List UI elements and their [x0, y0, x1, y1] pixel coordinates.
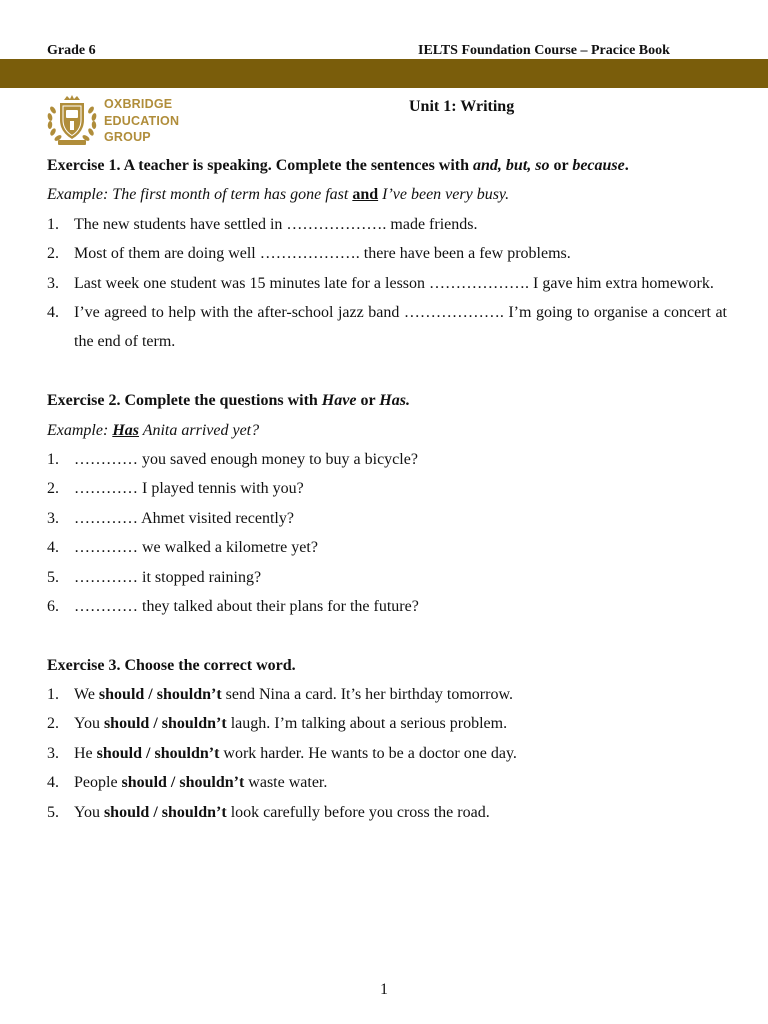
list-item: 1. We should / shouldn’t send Nina a card. It’s her birthday tomorrow.: [47, 686, 513, 704]
choice-options: should / shouldn’t: [96, 744, 220, 762]
header-band: [0, 59, 768, 88]
list-item: 3. ………… Ahmet visited recently?: [47, 509, 294, 527]
laurel-shield-crest-icon: [44, 94, 100, 148]
list-item: 2. Most of them are doing well ………………. there have been a few problems.: [47, 245, 571, 263]
list-item: 6. ………… they talked about their plans for the future?: [47, 597, 419, 615]
list-item: 5. ………… it stopped raining?: [47, 568, 262, 586]
exercise1-heading: Exercise 1. A teacher is speaking. Complete the sentences with and, but, so or because.: [47, 157, 629, 174]
list-item: 2. You should / shouldn’t laugh. I’m talking about a serious problem.: [47, 715, 508, 733]
choice-options: should / shouldn’t: [98, 686, 222, 704]
logo-line-oxbridge: OXBRIDGE: [104, 97, 173, 111]
header-course-title: IELTS Foundation Course – Pracice Book: [418, 43, 670, 58]
list-item: 3. He should / shouldn’t work harder. He wants to be a doctor one day.: [47, 744, 517, 762]
list-item: 4. I’ve agreed to help with the after-school jazz band ………………. I’m going to organise a concert at the end of term.: [47, 303, 727, 351]
choice-options: should / shouldn’t: [103, 715, 227, 733]
list-item: 4. ………… we walked a kilometre yet?: [47, 539, 318, 557]
exercise2-heading: Exercise 2. Complete the questions with Have or Has.: [47, 392, 410, 410]
choice-options: should / shouldn’t: [121, 774, 245, 792]
logo-line-education: EDUCATION: [104, 113, 180, 128]
list-item: 3. Last week one student was 15 minutes late for a lesson ………………. I gave him extra homework.: [47, 274, 714, 292]
header-grade: Grade 6: [47, 43, 96, 58]
list-item: 1. ………… you saved enough money to buy a bicycle?: [47, 450, 418, 468]
exercise1-example: Example: The first month of term has gone fast and I’ve been very busy.: [47, 186, 510, 204]
list-item: 4. People should / shouldn’t waste water.: [47, 774, 328, 792]
exercise2-example: Example: Has Anita arrived yet?: [47, 421, 260, 439]
list-item: 1. The new students have settled in ………………. made friends.: [47, 215, 478, 233]
unit-title: Unit 1: Writing: [409, 98, 515, 115]
list-item: 2. ………… I played tennis with you?: [47, 480, 304, 498]
logo-line-group: GROUP: [104, 130, 151, 144]
exercise3-heading: Exercise 3. Choose the correct word.: [47, 656, 296, 674]
choice-options: should / shouldn’t: [103, 803, 227, 821]
worksheet-content: [47, 151, 727, 827]
example-answer: Has: [112, 421, 139, 439]
list-item: 5. You should / shouldn’t look carefully before you cross the road.: [47, 803, 490, 821]
oxbridge-logo: [44, 94, 224, 148]
example-answer: and: [352, 186, 379, 204]
page-number: 1: [380, 981, 388, 998]
